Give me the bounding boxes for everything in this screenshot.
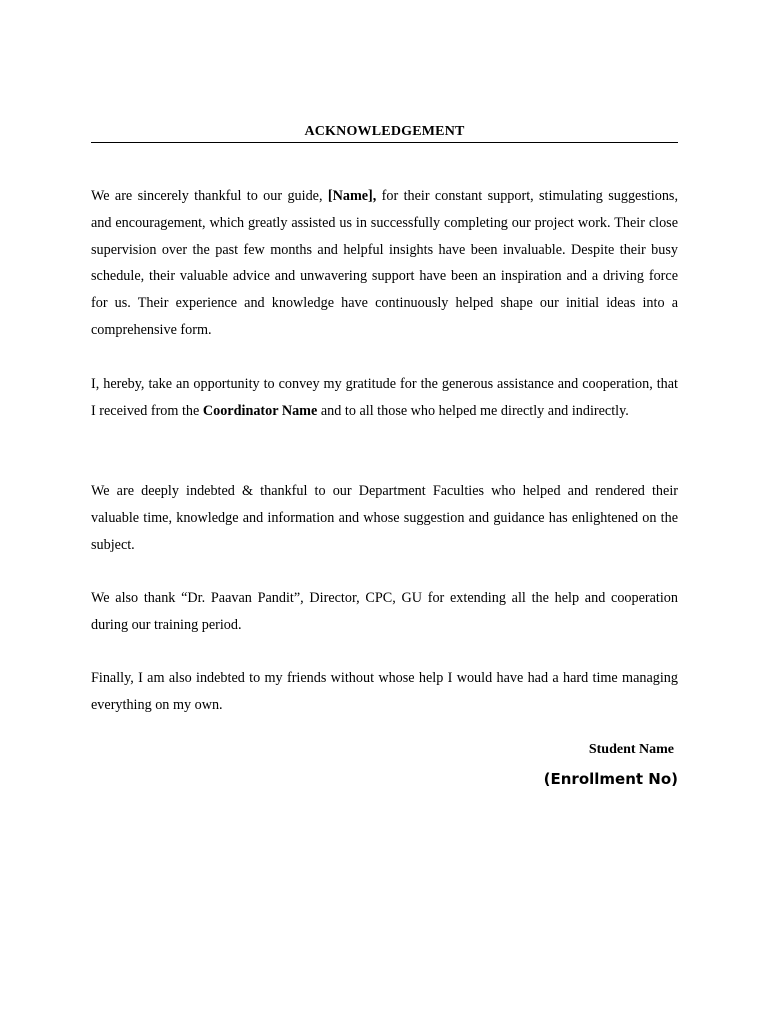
page-title: ACKNOWLEDGEMENT xyxy=(91,118,678,143)
paragraph-friends-thanks: Finally, I am also indebted to my friends without whose help I would have had a hard time managing everything on my own. xyxy=(91,670,678,713)
paragraph-text: We are sincerely thankful to our guide, xyxy=(91,188,328,204)
guide-name: [Name], xyxy=(327,188,377,204)
paragraph-guide-thanks xyxy=(91,183,678,344)
enrollment-number: (Enrollment No) xyxy=(543,770,678,788)
document-page xyxy=(91,118,678,788)
coordinator-name: Coordinator Name xyxy=(202,402,318,419)
student-name: Student Name xyxy=(588,742,674,757)
paragraph-text: I, hereby, take an opportunity to convey my gratitude for the generous assistance and cooperation, that I received from the xyxy=(91,376,678,419)
paragraph-coordinator-thanks xyxy=(91,371,678,425)
paragraph-director-thanks: We also thank “Dr. Paavan Pandit”, Director, CPC, GU for extending all the help and cooperation during our training period. xyxy=(91,590,678,633)
paragraph-text: and to all those who helped me directly and indirectly. xyxy=(317,402,629,419)
paragraph-faculty-thanks: We are deeply indebted & thankful to our Department Faculties who helped and rendered their valuable time, knowledge and information and whose suggestion and guidance has enlightened on the subject. xyxy=(91,483,678,553)
paragraph-text: for their constant support, stimulating suggestions, and encouragement, which greatly assisted us in successfully completing our project work. Their close supervision over the past few months and helpful insights have been invaluable. Despite their busy schedule, their valuable advice and unwavering support have been an inspiration and a driving force for us. Their experience and knowledge have continuously helped shape our initial ideas into a comprehensive form. xyxy=(91,188,678,338)
